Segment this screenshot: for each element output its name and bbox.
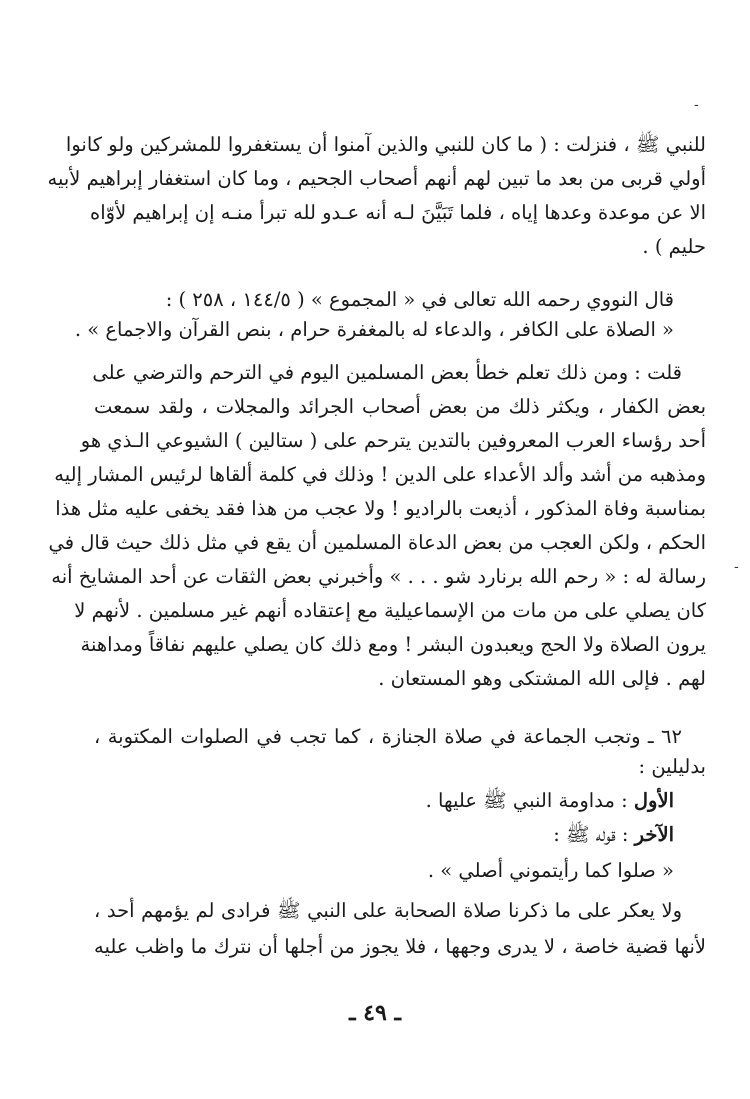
text-line: حليم ) . <box>642 235 706 258</box>
evidence-first <box>94 786 706 816</box>
evidence-second-text: : قوله ﷺ : <box>553 823 635 846</box>
text-line: لهم . فإلى الله المشتكى وهو المستعان . <box>378 667 706 690</box>
nawawi-quote: « الصلاة على الكافر ، والدعاء له بالمغفرة حرام ، بنص القرآن والاجماع » . <box>74 318 674 341</box>
evidence-second-label: الآخر <box>634 823 674 846</box>
hadith-quote: « صلوا كما رأيتموني أصلي » . <box>427 859 674 882</box>
text-line: بمناسبة وفاة المذكور ، أذيعت بالراديو ! ولا عجب من هذا فقد يخفى عليه مثل هذا <box>55 497 706 520</box>
evidence-first-label: الأول <box>633 789 674 812</box>
margin-mark: - <box>694 97 699 113</box>
text-line: بعض الكفار ، ويكثر ذلك من بعض أصحاب الجرائد والمجلات ، ولقد سمعت <box>94 395 706 418</box>
evidence-first-text: : مداومة النبي ﷺ عليها . <box>425 789 634 812</box>
text-line: قلت : ومن ذلك تعلم خطأ بعض المسلمين اليوم في الترحم والترضي على <box>92 361 682 384</box>
margin-mark: - <box>734 559 739 575</box>
nawawi-intro: قال النووي رحمه الله تعالى في « المجموع » ( ١٤٤/٥ ، ٢٥٨ ) : <box>165 288 674 311</box>
text-line: أحد رؤساء العرب المعروفين بالتدين يترحم على ( ستالين ) الشيوعي الـذي هو <box>80 429 706 452</box>
section-62-line: ٦٢ ـ وتجب الجماعة في صلاة الجنازة ، كما تجب في الصلوات المكتوبة ، <box>94 725 682 748</box>
text-line: رسالة له : « رحم الله برنارد شو . . . » وأخبرني بعض الثقات عن أحد المشايخ أنه <box>51 565 706 588</box>
text-line: الحكم ، ولكن العجب من بعض الدعاة المسلمين أن يقع في مثل ذلك حيث قال في <box>48 531 706 554</box>
text-line: كان يصلي على من مات من الإسماعيلية مع إعتقاده أنهم غير مسلمين . لأنهم لا <box>74 599 706 622</box>
text-line: ومذهبه من أشد وألد الأعداء على الدين ! وذلك في كلمة ألقاها لرئيس المشار إليه <box>54 463 706 486</box>
section-62-line: بدليلين : <box>638 755 706 778</box>
evidence-second <box>94 820 706 850</box>
text-line: لأنها قضية خاصة ، لا يدرى وجهها ، فلا يجوز من أجلها أن نترك ما واظب عليه <box>94 935 706 958</box>
text-line: يرون الصلاة ولا الحج ويعبدون البشر ! ومع ذلك كان يصلي عليهم نفاقاً ومداهنة <box>80 633 706 656</box>
text-line: للنبي ﷺ ، فنزلت : ( ما كان للنبي والذين آمنوا أن يستغفروا للمشركين ولو كانوا <box>65 133 706 156</box>
text-line: أولي قربى من بعد ما تبين لهم أنهم أصحاب الجحيم ، وما كان استغفار إبراهيم لأبيه <box>47 167 706 190</box>
text-line: الا عن موعدة وعدها إياه ، فلما تَبَيَّنَ لـه أنه عـدو لله تبرأ منـه إن إبراهيم لأوّاه <box>90 201 706 224</box>
page-number: ـ ٤٩ ـ <box>349 1000 401 1026</box>
text-line: ولا يعكر على ما ذكرنا صلاة الصحابة على النبي ﷺ فرادى لم يؤمهم أحد ، <box>94 899 682 922</box>
